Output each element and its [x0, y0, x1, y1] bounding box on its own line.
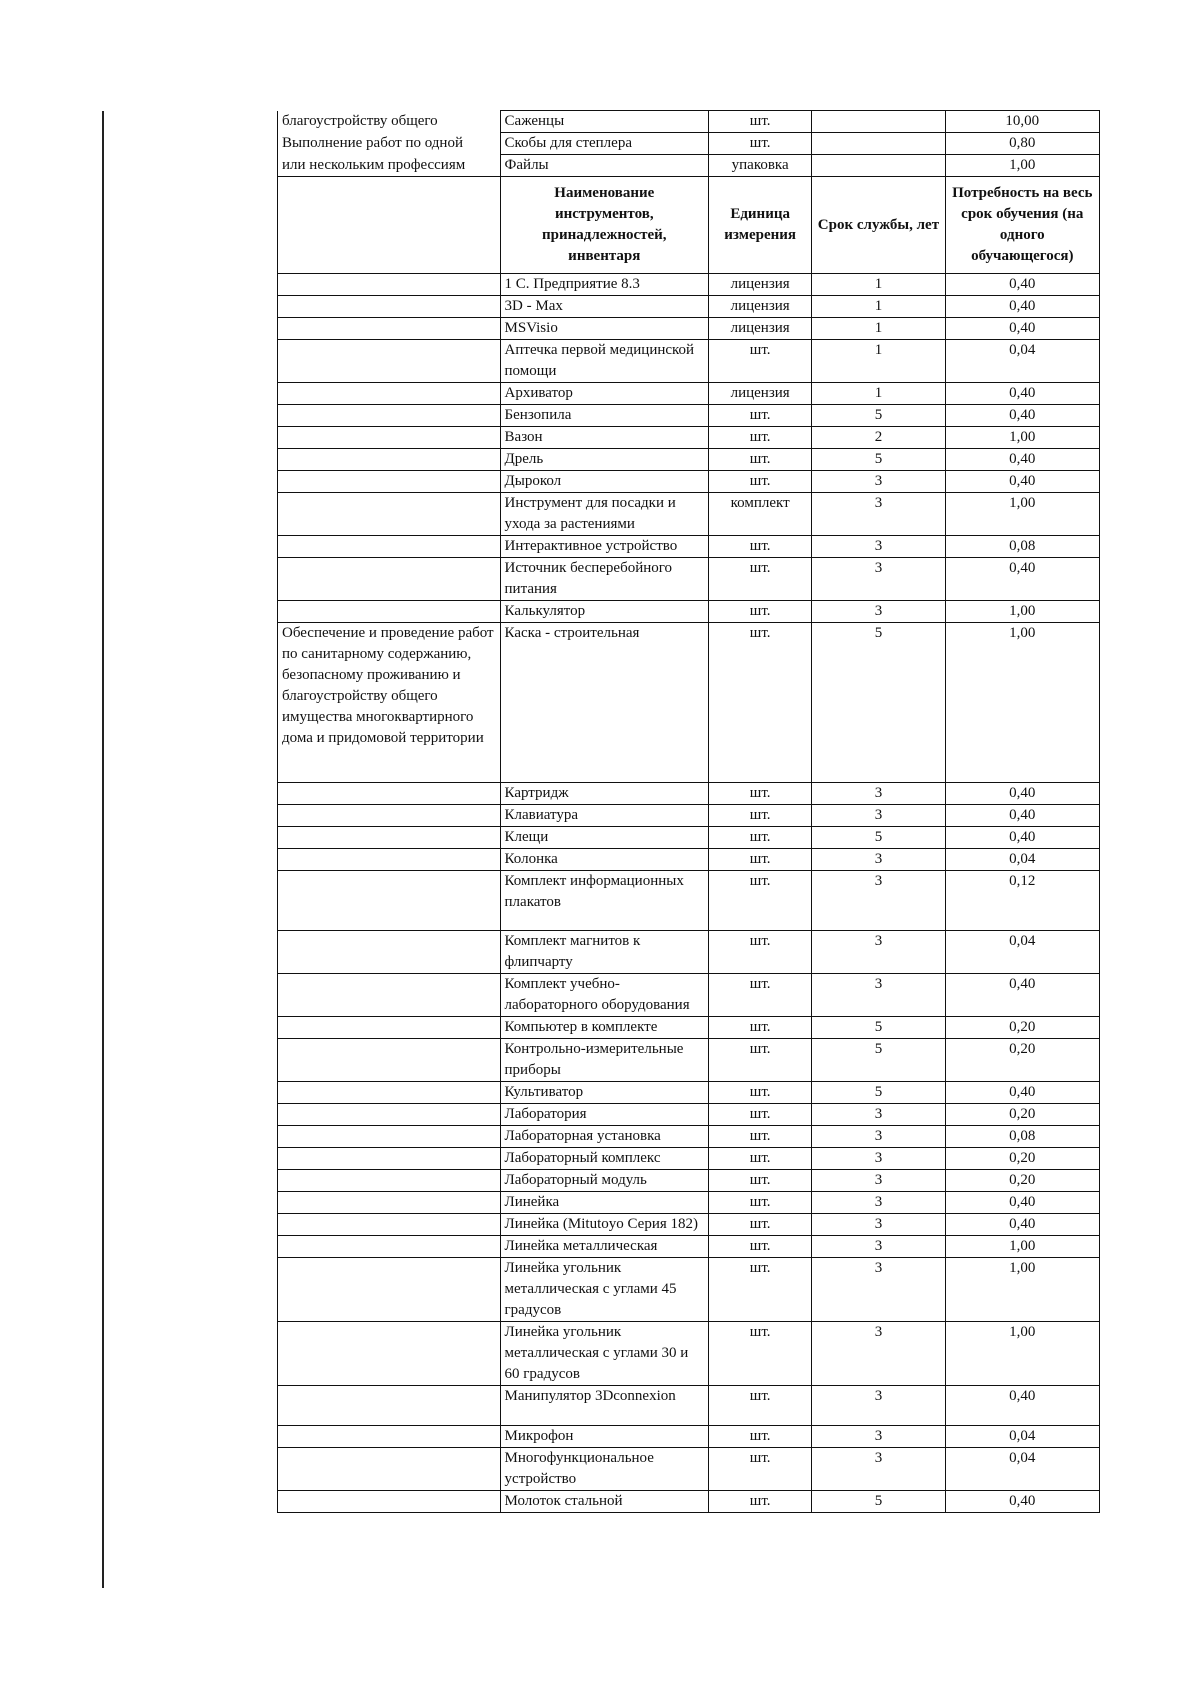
life-cell: 3	[812, 871, 945, 931]
table-row	[278, 623, 1100, 783]
section-cell	[278, 449, 501, 471]
table-row	[278, 1104, 1100, 1126]
item-cell: Инструмент для посадки и ухода за растениями	[500, 493, 709, 536]
item-cell: Культиватор	[500, 1082, 709, 1104]
need-cell: 0,40	[945, 558, 1099, 601]
item-cell: Клавиатура	[500, 805, 709, 827]
section-cell	[278, 1448, 501, 1491]
table-row	[278, 449, 1100, 471]
table-row	[278, 340, 1100, 383]
need-cell: 0,20	[945, 1017, 1099, 1039]
header-item: Наименование инструментов, принадлежностей, инвентаря	[500, 177, 709, 274]
life-cell: 3	[812, 558, 945, 601]
unit-cell: шт.	[709, 783, 812, 805]
item-cell: Аптечка первой медицинской помощи	[500, 340, 709, 383]
need-cell: 0,40	[945, 783, 1099, 805]
item-cell: Лабораторный комплекс	[500, 1148, 709, 1170]
unit-cell: шт.	[709, 1039, 812, 1082]
section-cell	[278, 296, 501, 318]
need-cell: 0,20	[945, 1039, 1099, 1082]
table-row	[278, 1258, 1100, 1322]
life-cell: 3	[812, 1148, 945, 1170]
section-cell	[278, 1426, 501, 1448]
unit-cell: шт.	[709, 827, 812, 849]
life-cell: 1	[812, 274, 945, 296]
unit-cell: шт.	[709, 111, 812, 133]
life-cell: 1	[812, 383, 945, 405]
table-row	[278, 1426, 1100, 1448]
section-cell	[278, 931, 501, 974]
item-cell: Бензопила	[500, 405, 709, 427]
life-cell: 3	[812, 805, 945, 827]
table-row	[278, 1039, 1100, 1082]
section-cell	[278, 1082, 501, 1104]
unit-cell: шт.	[709, 849, 812, 871]
need-cell: 0,80	[945, 133, 1099, 155]
section-cell	[278, 1192, 501, 1214]
life-cell: 3	[812, 1258, 945, 1322]
unit-cell: шт.	[709, 1491, 812, 1513]
life-cell: 3	[812, 536, 945, 558]
section-cell	[278, 536, 501, 558]
section-cell	[278, 340, 501, 383]
unit-cell: шт.	[709, 601, 812, 623]
unit-cell: лицензия	[709, 383, 812, 405]
unit-cell: шт.	[709, 1258, 812, 1322]
life-cell: 3	[812, 601, 945, 623]
life-cell: 5	[812, 623, 945, 783]
section-cell	[278, 1236, 501, 1258]
need-cell: 0,40	[945, 1491, 1099, 1513]
item-cell: Архиватор	[500, 383, 709, 405]
table-row	[278, 1082, 1100, 1104]
table-row	[278, 274, 1100, 296]
need-cell: 0,08	[945, 536, 1099, 558]
table-row	[278, 1491, 1100, 1513]
life-cell: 3	[812, 1386, 945, 1426]
unit-cell: упаковка	[709, 155, 812, 177]
unit-cell: шт.	[709, 1236, 812, 1258]
section-cell	[278, 1039, 501, 1082]
item-cell: 1 С. Предприятие 8.3	[500, 274, 709, 296]
item-cell: Линейка металлическая	[500, 1236, 709, 1258]
table-row	[278, 383, 1100, 405]
item-cell: Комплект учебно-лабораторного оборудования	[500, 974, 709, 1017]
table-row	[278, 849, 1100, 871]
life-cell: 5	[812, 1082, 945, 1104]
life-cell: 3	[812, 1236, 945, 1258]
table-row	[278, 318, 1100, 340]
need-cell: 1,00	[945, 1258, 1099, 1322]
table-row	[278, 1386, 1100, 1426]
need-cell: 0,12	[945, 871, 1099, 931]
need-cell: 0,40	[945, 1214, 1099, 1236]
item-cell: Лабораторная установка	[500, 1126, 709, 1148]
section-cell	[278, 318, 501, 340]
section-cell: благоустройству общего	[278, 111, 501, 133]
item-cell: Вазон	[500, 427, 709, 449]
unit-cell: шт.	[709, 133, 812, 155]
unit-cell: комплект	[709, 493, 812, 536]
table-row	[278, 783, 1100, 805]
table-row	[278, 1236, 1100, 1258]
section-cell	[278, 1148, 501, 1170]
table-row	[278, 871, 1100, 931]
item-cell: Многофункциональное устройство	[500, 1448, 709, 1491]
section-cell	[278, 1258, 501, 1322]
item-cell: Каска - строительная	[500, 623, 709, 783]
table-row	[278, 405, 1100, 427]
item-cell: Клещи	[500, 827, 709, 849]
header-unit: Единица измерения	[709, 177, 812, 274]
need-cell: 0,40	[945, 827, 1099, 849]
unit-cell: шт.	[709, 623, 812, 783]
table-row	[278, 1192, 1100, 1214]
table-row	[278, 1214, 1100, 1236]
unit-cell: шт.	[709, 1017, 812, 1039]
unit-cell: шт.	[709, 1386, 812, 1426]
unit-cell: шт.	[709, 471, 812, 493]
need-cell: 0,04	[945, 340, 1099, 383]
need-cell: 0,04	[945, 849, 1099, 871]
header-need: Потребность на весь срок обучения (на одного обучающегося)	[945, 177, 1099, 274]
need-cell: 0,40	[945, 383, 1099, 405]
section-cell	[278, 493, 501, 536]
section-cell	[278, 871, 501, 931]
need-cell: 0,04	[945, 1448, 1099, 1491]
life-cell: 3	[812, 931, 945, 974]
item-cell: Колонка	[500, 849, 709, 871]
life-cell: 1	[812, 296, 945, 318]
life-cell	[812, 133, 945, 155]
need-cell: 1,00	[945, 1322, 1099, 1386]
need-cell: 0,40	[945, 274, 1099, 296]
table-row	[278, 427, 1100, 449]
unit-cell: шт.	[709, 1104, 812, 1126]
unit-cell: шт.	[709, 449, 812, 471]
unit-cell: шт.	[709, 805, 812, 827]
unit-cell: шт.	[709, 1192, 812, 1214]
item-cell: Картридж	[500, 783, 709, 805]
need-cell: 1,00	[945, 623, 1099, 783]
life-cell: 3	[812, 471, 945, 493]
item-cell: Скобы для степлера	[500, 133, 709, 155]
need-cell: 0,40	[945, 405, 1099, 427]
item-cell: Компьютер в комплекте	[500, 1017, 709, 1039]
life-cell: 3	[812, 1104, 945, 1126]
unit-cell: шт.	[709, 340, 812, 383]
table-row	[278, 558, 1100, 601]
need-cell: 0,40	[945, 805, 1099, 827]
need-cell: 0,40	[945, 974, 1099, 1017]
section-cell	[278, 1170, 501, 1192]
section-cell	[278, 1386, 501, 1426]
item-cell: Микрофон	[500, 1426, 709, 1448]
life-cell: 3	[812, 1214, 945, 1236]
table-row	[278, 1148, 1100, 1170]
section-cell	[278, 383, 501, 405]
section-cell	[278, 827, 501, 849]
unit-cell: шт.	[709, 1448, 812, 1491]
unit-cell: шт.	[709, 974, 812, 1017]
life-cell: 3	[812, 849, 945, 871]
section-cell	[278, 471, 501, 493]
item-cell: Линейка угольник металлическая с углами 45 градусов	[500, 1258, 709, 1322]
unit-cell: шт.	[709, 1148, 812, 1170]
life-cell: 3	[812, 1192, 945, 1214]
item-cell: 3D - Max	[500, 296, 709, 318]
item-cell: Линейка (Mitutoyo Серия 182)	[500, 1214, 709, 1236]
item-cell: Манипулятор 3Dconnexion	[500, 1386, 709, 1426]
life-cell: 3	[812, 1448, 945, 1491]
life-cell: 5	[812, 1039, 945, 1082]
life-cell: 3	[812, 1170, 945, 1192]
life-cell: 3	[812, 1322, 945, 1386]
unit-cell: шт.	[709, 1214, 812, 1236]
section-cell	[278, 1126, 501, 1148]
life-cell: 5	[812, 449, 945, 471]
section-cell	[278, 1104, 501, 1126]
need-cell: 0,40	[945, 318, 1099, 340]
table-header-row	[278, 177, 1100, 274]
unit-cell: шт.	[709, 1426, 812, 1448]
section-cell	[278, 558, 501, 601]
need-cell: 0,20	[945, 1170, 1099, 1192]
header-life: Срок службы, лет	[812, 177, 945, 274]
section-cell: Обеспечение и проведение работ по санитарному содержанию, безопасному проживанию и благоустройству общего имущества многоквартирного дома и придомовой территории	[278, 623, 501, 783]
need-cell: 1,00	[945, 1236, 1099, 1258]
item-cell: Саженцы	[500, 111, 709, 133]
table-row	[278, 296, 1100, 318]
section-cell	[278, 1322, 501, 1386]
unit-cell: лицензия	[709, 296, 812, 318]
table-row	[278, 827, 1100, 849]
table-row	[278, 931, 1100, 974]
item-cell: Молоток стальной	[500, 1491, 709, 1513]
need-cell: 0,04	[945, 931, 1099, 974]
table-row	[278, 974, 1100, 1017]
need-cell: 0,04	[945, 1426, 1099, 1448]
table-row	[278, 1170, 1100, 1192]
unit-cell: шт.	[709, 1170, 812, 1192]
section-cell	[278, 427, 501, 449]
need-cell: 1,00	[945, 601, 1099, 623]
item-cell: Файлы	[500, 155, 709, 177]
section-cell	[278, 1491, 501, 1513]
life-cell: 1	[812, 340, 945, 383]
life-cell: 5	[812, 827, 945, 849]
table-row	[278, 155, 1100, 177]
table-row	[278, 1322, 1100, 1386]
item-cell: Дырокол	[500, 471, 709, 493]
unit-cell: лицензия	[709, 274, 812, 296]
need-cell: 0,20	[945, 1104, 1099, 1126]
life-cell	[812, 111, 945, 133]
unit-cell: шт.	[709, 931, 812, 974]
table-row	[278, 111, 1100, 133]
unit-cell: шт.	[709, 558, 812, 601]
table-row	[278, 536, 1100, 558]
need-cell: 0,40	[945, 296, 1099, 318]
unit-cell: шт.	[709, 1322, 812, 1386]
section-cell	[278, 849, 501, 871]
need-cell: 1,00	[945, 493, 1099, 536]
life-cell	[812, 155, 945, 177]
section-cell	[278, 1017, 501, 1039]
unit-cell: шт.	[709, 536, 812, 558]
item-cell: Комплект информационных плакатов	[500, 871, 709, 931]
need-cell: 1,00	[945, 155, 1099, 177]
section-cell	[278, 177, 501, 274]
section-cell: или нескольким профессиям	[278, 155, 501, 177]
table-row	[278, 1448, 1100, 1491]
need-cell: 0,40	[945, 449, 1099, 471]
table-row	[278, 805, 1100, 827]
table-row	[278, 1017, 1100, 1039]
life-cell: 5	[812, 1017, 945, 1039]
item-cell: Калькулятор	[500, 601, 709, 623]
life-cell: 3	[812, 974, 945, 1017]
need-cell: 10,00	[945, 111, 1099, 133]
item-cell: Лабораторный модуль	[500, 1170, 709, 1192]
item-cell: MSVisio	[500, 318, 709, 340]
section-cell	[278, 783, 501, 805]
unit-cell: шт.	[709, 405, 812, 427]
need-cell: 0,20	[945, 1148, 1099, 1170]
item-cell: Источник бесперебойного питания	[500, 558, 709, 601]
section-cell	[278, 1214, 501, 1236]
table-row	[278, 601, 1100, 623]
need-cell: 0,40	[945, 471, 1099, 493]
life-cell: 2	[812, 427, 945, 449]
life-cell: 1	[812, 318, 945, 340]
need-cell: 1,00	[945, 427, 1099, 449]
item-cell: Линейка	[500, 1192, 709, 1214]
table-row	[278, 471, 1100, 493]
margin-rule	[102, 111, 104, 1588]
section-cell	[278, 974, 501, 1017]
need-cell: 0,40	[945, 1192, 1099, 1214]
need-cell: 0,08	[945, 1126, 1099, 1148]
unit-cell: лицензия	[709, 318, 812, 340]
item-cell: Дрель	[500, 449, 709, 471]
life-cell: 5	[812, 405, 945, 427]
section-cell	[278, 274, 501, 296]
section-cell: Выполнение работ по одной	[278, 133, 501, 155]
need-cell: 0,40	[945, 1386, 1099, 1426]
item-cell: Линейка угольник металлическая с углами 30 и 60 градусов	[500, 1322, 709, 1386]
table-row	[278, 493, 1100, 536]
item-cell: Интерактивное устройство	[500, 536, 709, 558]
life-cell: 3	[812, 783, 945, 805]
need-cell: 0,40	[945, 1082, 1099, 1104]
section-cell	[278, 601, 501, 623]
table-row	[278, 133, 1100, 155]
section-cell	[278, 405, 501, 427]
life-cell: 3	[812, 1426, 945, 1448]
section-cell	[278, 805, 501, 827]
unit-cell: шт.	[709, 871, 812, 931]
unit-cell: шт.	[709, 1126, 812, 1148]
life-cell: 5	[812, 1491, 945, 1513]
unit-cell: шт.	[709, 1082, 812, 1104]
unit-cell: шт.	[709, 427, 812, 449]
life-cell: 3	[812, 1126, 945, 1148]
life-cell: 3	[812, 493, 945, 536]
table-row	[278, 1126, 1100, 1148]
item-cell: Комплект магнитов к флипчарту	[500, 931, 709, 974]
item-cell: Контрольно-измерительные приборы	[500, 1039, 709, 1082]
item-cell: Лаборатория	[500, 1104, 709, 1126]
equipment-table	[277, 110, 1100, 1513]
